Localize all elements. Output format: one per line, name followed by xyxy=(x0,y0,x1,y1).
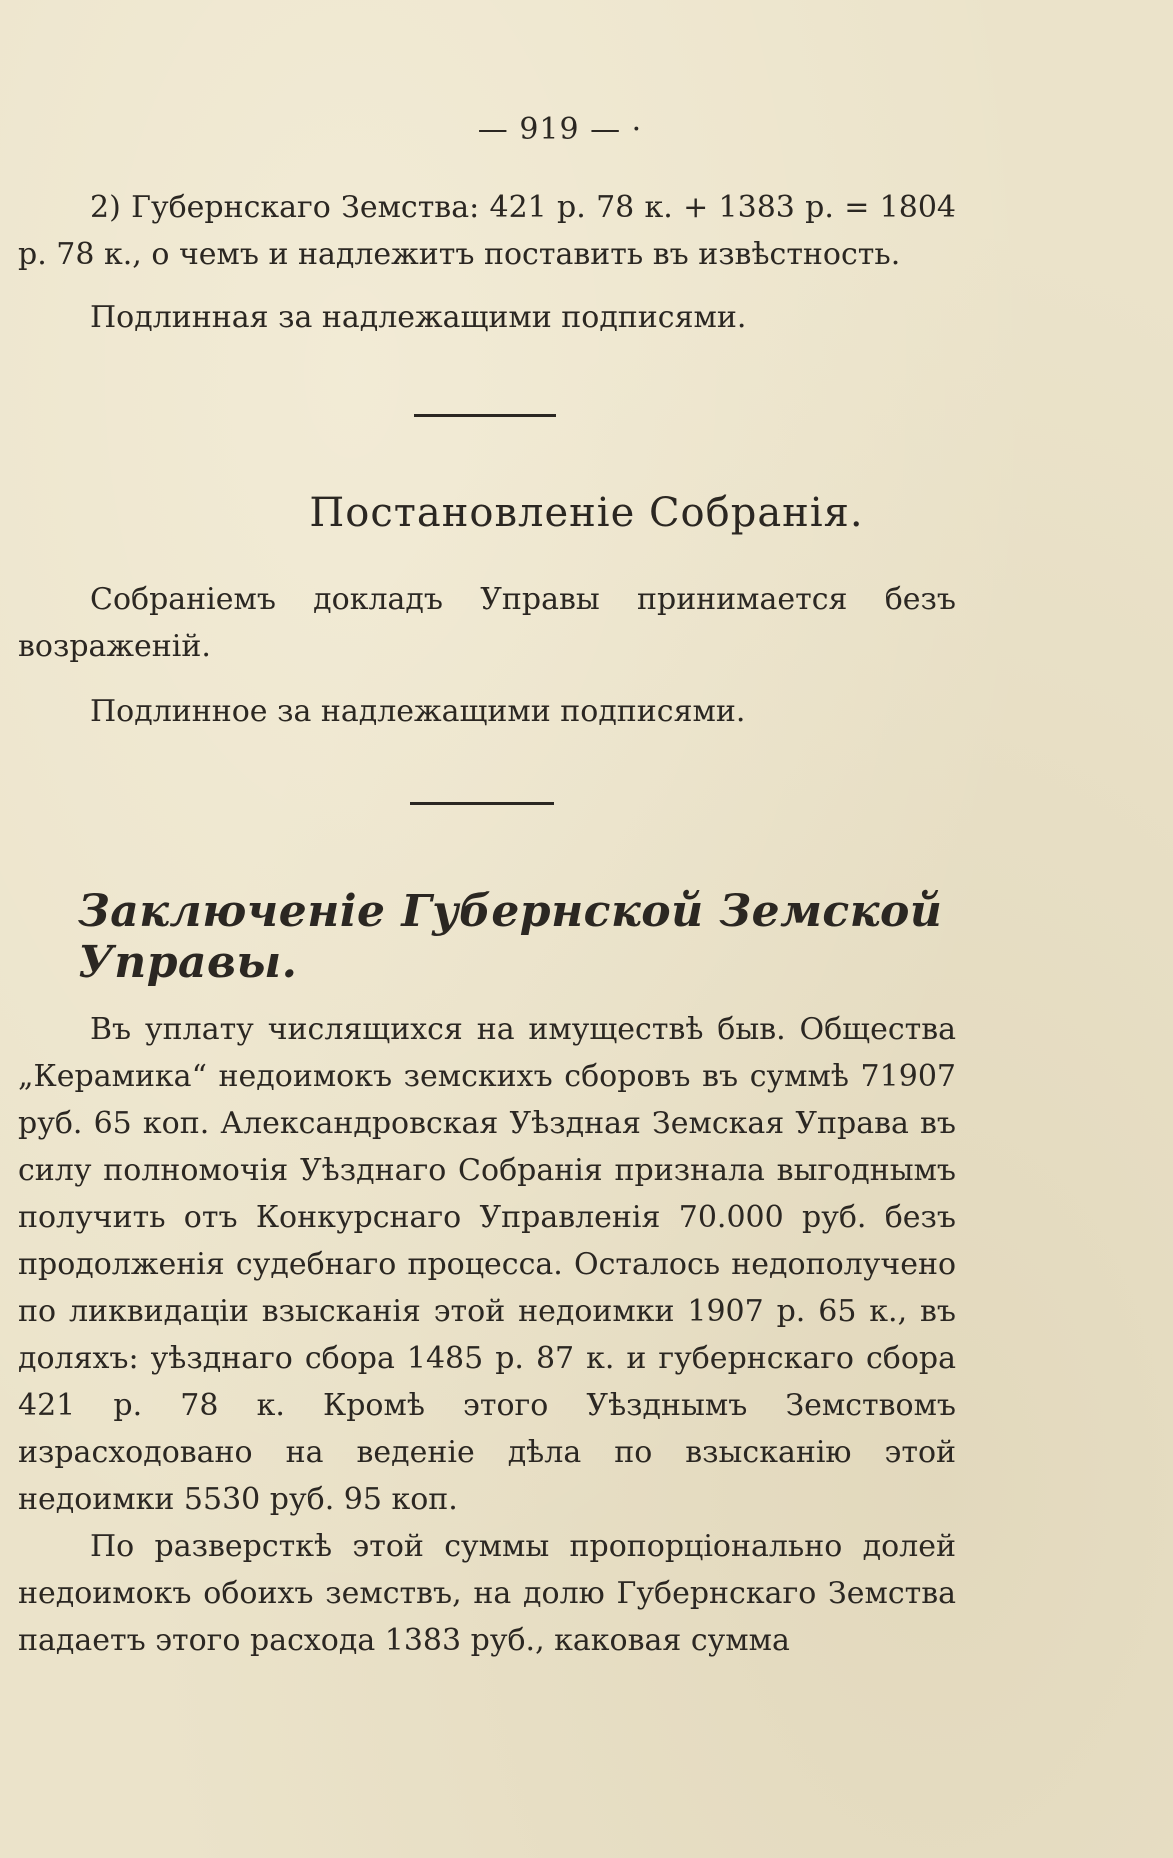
block1 xyxy=(18,184,956,341)
section-divider-2 xyxy=(410,802,554,805)
resolution-signature-note: Подлинное за надлежащими подписями. xyxy=(90,694,746,729)
resolution-title: Постановленіе Собранія. xyxy=(309,490,864,536)
conclusion-title: Заключеніе Губернской Земской Управы. xyxy=(78,886,943,988)
conclusion-paragraph-2: По разверсткѣ этой суммы пропорціонально долей недоимокъ обоихъ земствъ, на долю Губернскаго Земства падаетъ этого расхода 1383 руб., каковая сумма xyxy=(18,1529,956,1658)
resolution-paragraph: Собраніемъ докладъ Управы принимается безъ возраженій. xyxy=(18,582,956,664)
resolution-block xyxy=(18,576,956,735)
conclusion-paragraph-1: Въ уплату числящихся на имуществѣ быв. Общества „Керамика“ недоимокъ земскихъ сборовъ въ суммѣ 71907 руб. 65 коп. Александровская Уѣздная Земская Управа въ силу полномочія Уѣзднаго Собранія признала выгоднымъ получить отъ Конкурснаго Управленія 70.000 руб. безъ продолженія судебнаго процесса. Осталось недополучено по ликвидаціи взысканія этой недоимки 1907 р. 65 к., въ доляхъ: уѣзднаго сбора 1485 р. 87 к. и губернскаго сбора 421 р. 78 к. Кромѣ этого Уѣзднымъ Земствомъ израсходовано на веденіе дѣла по взысканію этой недоимки 5530 руб. 95 коп. xyxy=(18,1012,956,1517)
page-number: — 919 — · xyxy=(477,112,643,147)
block1-signature-note: Подлинная за надлежащими подписями. xyxy=(90,300,747,335)
block1-paragraph: 2) Губернскаго Земства: 421 р. 78 к. + 1383 р. = 1804 р. 78 к., о чемъ и надлежитъ поставить въ извѣстность. xyxy=(18,190,956,272)
conclusion-block xyxy=(18,1006,956,1664)
section-divider-1 xyxy=(414,414,556,417)
